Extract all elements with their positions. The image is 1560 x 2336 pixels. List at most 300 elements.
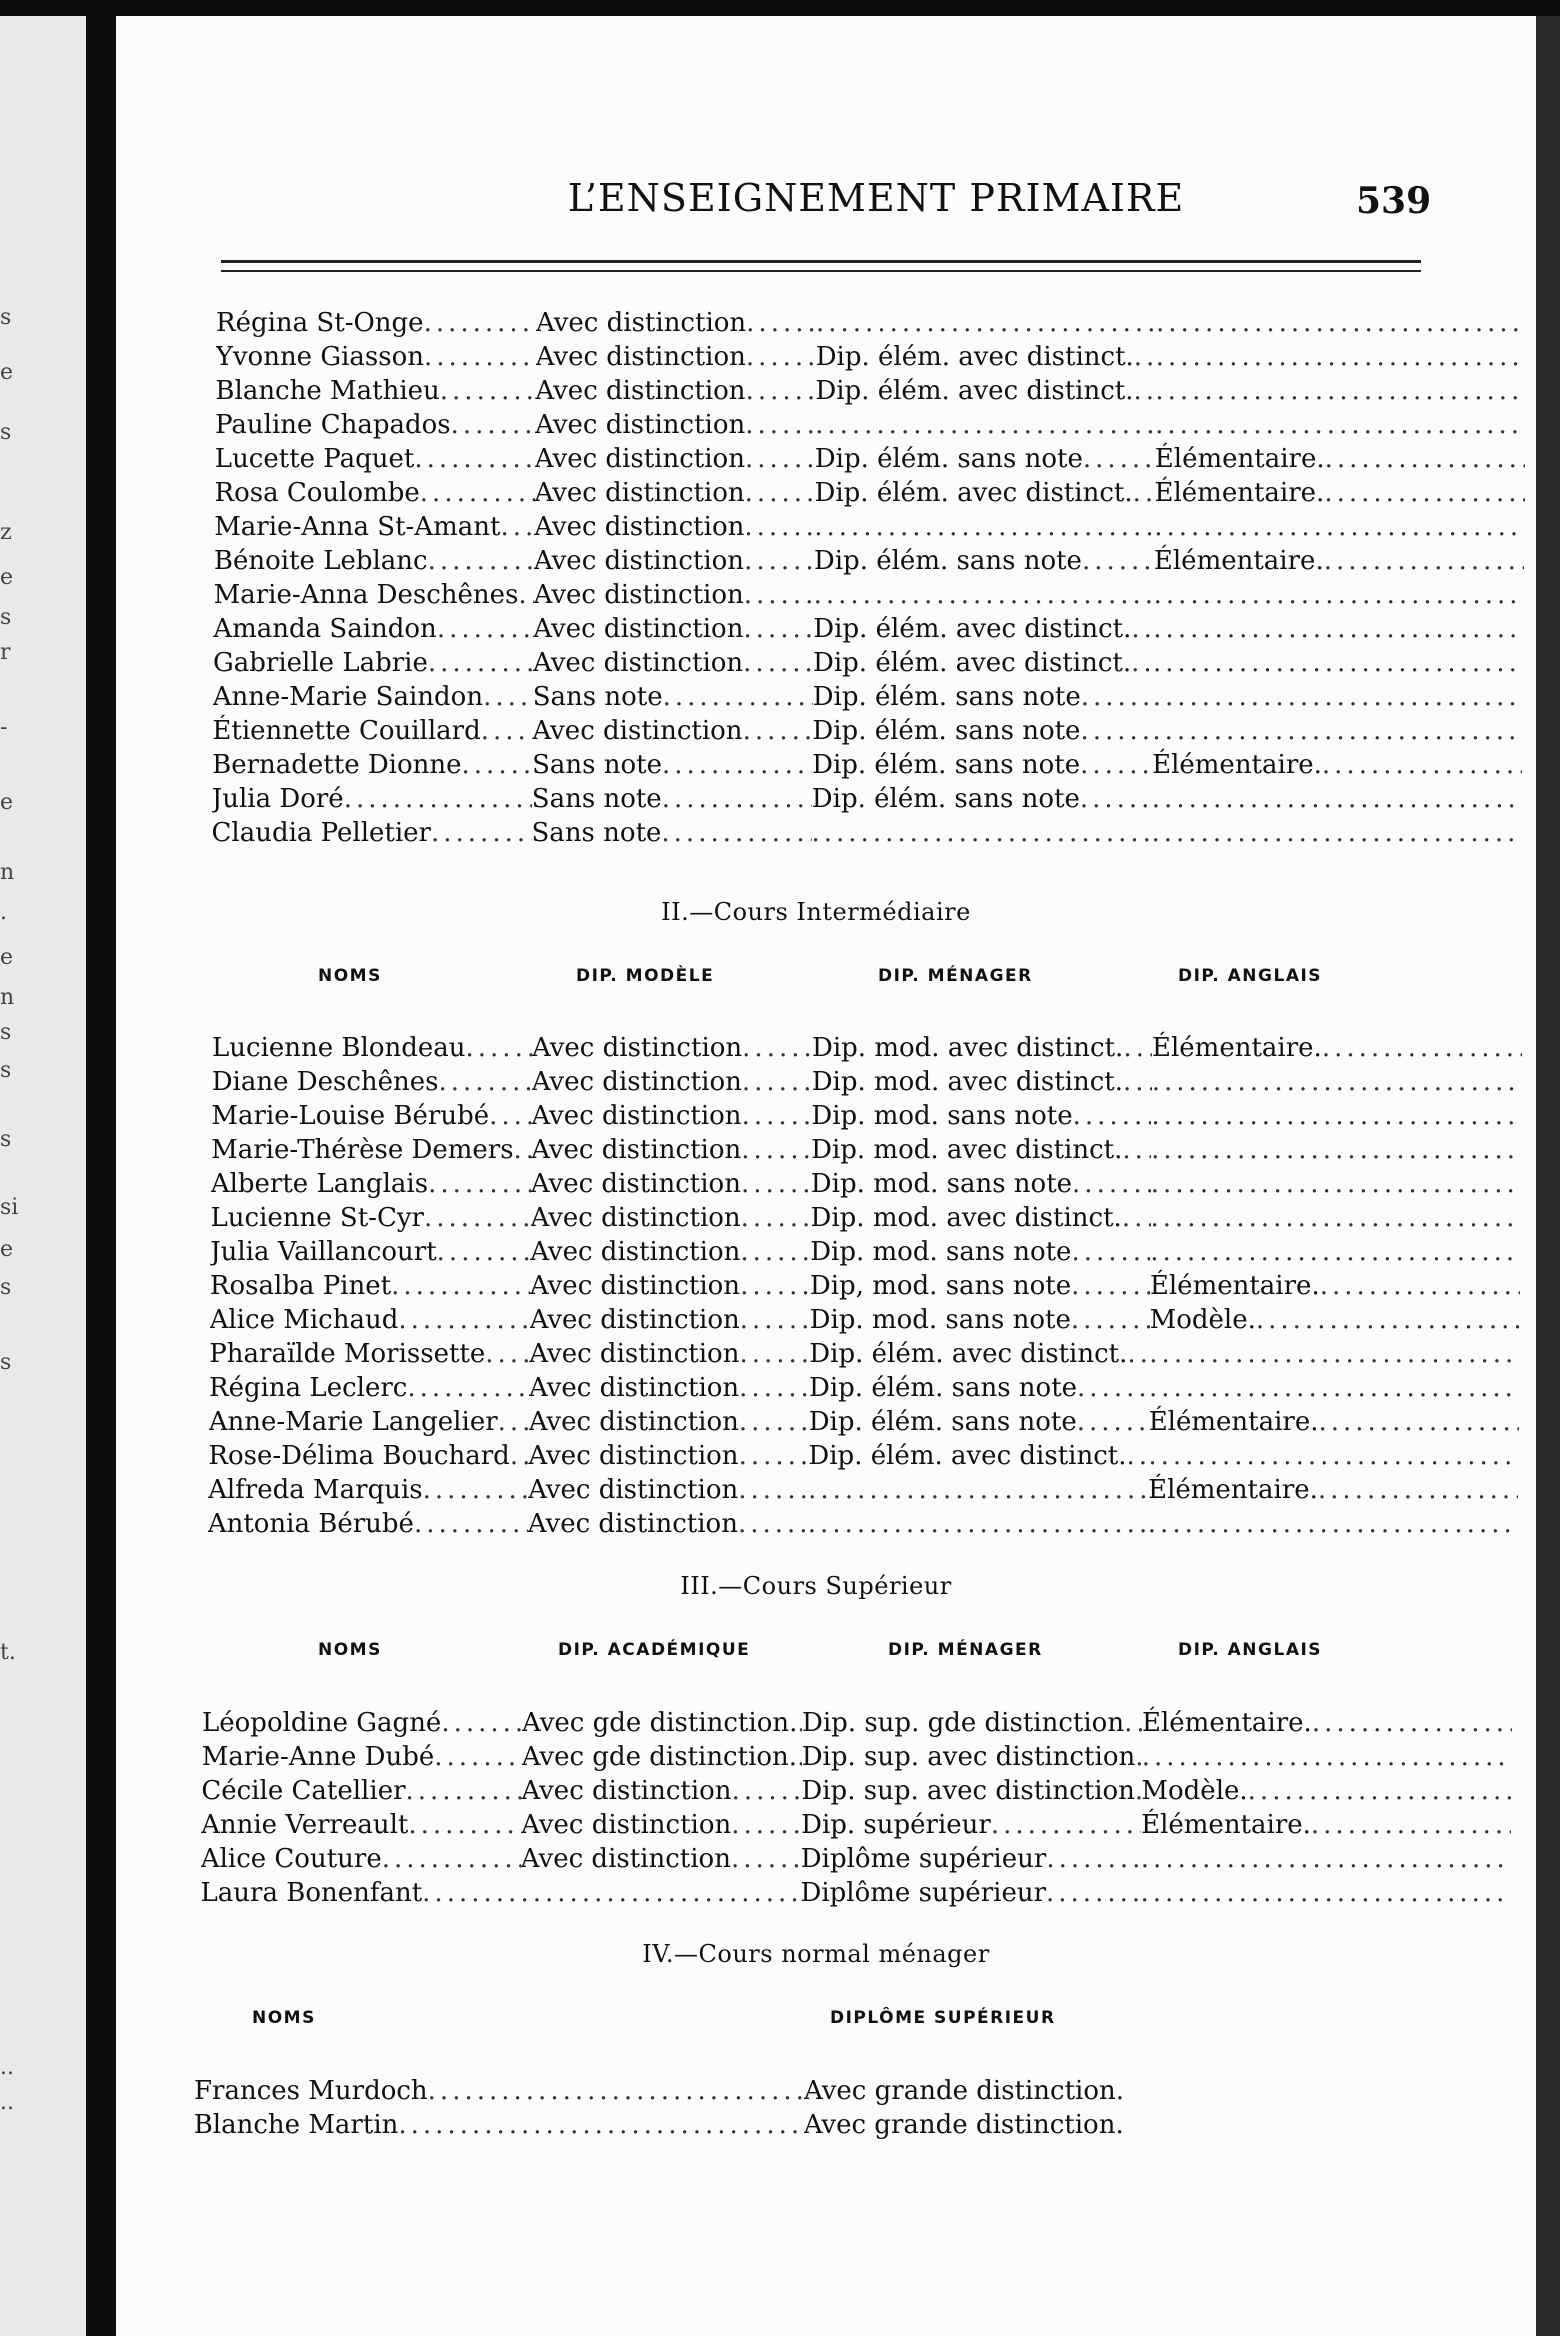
cell-col-4 [1152, 1065, 1522, 1099]
leader-dots [408, 1808, 521, 1842]
cell-text: Dip, mod. sans note [809, 1271, 1072, 1301]
cell-col-2 [532, 782, 812, 816]
cell-col-4 [1149, 1371, 1519, 1405]
cell-text: Élémentaire. [1154, 478, 1325, 508]
leader-dots [437, 1235, 531, 1269]
cell-col-2 [528, 1473, 808, 1507]
leader-dots [440, 374, 536, 408]
cell-col-2 [533, 680, 813, 714]
leader-dots [1322, 1031, 1522, 1065]
cell-col-4 [1152, 714, 1522, 748]
leader-dots [740, 1235, 810, 1269]
margin-mark: s [0, 1350, 12, 1375]
leader-dots [814, 510, 1154, 544]
cell-text: Sans note [532, 750, 662, 780]
leader-dots [744, 544, 814, 578]
cell-text: Avec distinction [531, 1101, 742, 1131]
cell-text: Marie-Anna Deschênes [213, 580, 519, 610]
cell-text: Dip. élém. sans note [812, 716, 1081, 746]
cell-text: Avec distinction [531, 1135, 742, 1165]
leader-dots [742, 1099, 812, 1133]
cell-text: Élémentaire. [1153, 546, 1324, 576]
section-2-title: II.—Cours Intermédiaire [661, 898, 971, 926]
cell-text: Dip. sup. avec distinction [801, 1742, 1136, 1772]
cell-text: Dip. mod. avec distinct. [811, 1135, 1123, 1165]
leader-dots [437, 612, 533, 646]
margin-mark: z [0, 520, 12, 545]
table-row [215, 442, 1525, 476]
leader-dots [1153, 680, 1523, 714]
leader-dots [741, 1133, 811, 1167]
cell-text: Avec distinction [536, 308, 747, 338]
leader-dots [662, 748, 812, 782]
cell-col-2 [536, 340, 816, 374]
leader-dots [743, 714, 813, 748]
margin-mark: . [0, 900, 7, 925]
cell-col-4 [1155, 408, 1525, 442]
cell-col-2 [531, 1133, 811, 1167]
leader-dots [738, 1507, 808, 1541]
cell-col-4 [1154, 578, 1524, 612]
cell-text: Avec distinction [529, 1305, 740, 1335]
cell-text: Dip. mod. sans note [811, 1101, 1073, 1131]
leader-dots [1318, 1473, 1518, 1507]
leader-dots [1152, 714, 1522, 748]
cell-col-3 [814, 510, 1154, 544]
table-row [208, 1507, 1518, 1541]
cell-col-4 [1141, 1774, 1511, 1808]
cell-text: Élémentaire. [1152, 750, 1322, 780]
cell-col-2 [530, 1235, 810, 1269]
cell-text: Modèle. [1141, 1776, 1248, 1806]
cell-col-4 [1153, 680, 1523, 714]
column-header: DIP. MODÈLE [576, 966, 715, 986]
cell-text: Modèle. [1149, 1305, 1256, 1335]
leader-dots [439, 1065, 532, 1099]
leader-dots [744, 510, 814, 544]
cell-col-3 [813, 646, 1153, 680]
cell-col-4 [1141, 1876, 1511, 1910]
cell-col-2 [532, 1031, 812, 1065]
cell-text: Dip. élém. avec distinct. [809, 1339, 1128, 1369]
cell-text: Dip. mod. avec distinct. [810, 1203, 1122, 1233]
table-row [201, 1842, 1511, 1876]
cell-col-1 [209, 1405, 529, 1439]
leader-dots [1256, 1303, 1520, 1337]
cell-text: Sans note [531, 818, 662, 848]
cell-text: Dip. mod. avec distinct. [812, 1033, 1124, 1063]
cell-col-1 [194, 2108, 804, 2142]
leader-dots [746, 340, 816, 374]
leader-dots [1141, 1876, 1511, 1910]
cell-text: Élémentaire. [1141, 1810, 1311, 1840]
leader-dots [745, 442, 815, 476]
leader-dots [1148, 1439, 1518, 1473]
leader-dots [1320, 1269, 1520, 1303]
cell-text: Avec distinction [530, 1203, 741, 1233]
table-row [213, 680, 1523, 714]
table-row [216, 340, 1526, 374]
cell-col-4 [1141, 1808, 1511, 1842]
cell-col-4 [1155, 476, 1525, 510]
leader-dots [1046, 1876, 1140, 1910]
leader-dots [398, 2108, 803, 2142]
margin-mark: r [0, 640, 11, 665]
leader-dots [1126, 1439, 1148, 1473]
column-header: DIP. MÉNAGER [888, 1640, 1043, 1660]
table-row [201, 1774, 1511, 1808]
margin-mark: s [0, 420, 12, 445]
cell-text: Avec distinction [533, 580, 744, 610]
cell-text: Élémentaire. [1154, 444, 1325, 474]
cell-col-1 [211, 1099, 531, 1133]
cell-col-2 [804, 2074, 1194, 2108]
leader-dots [808, 1507, 1148, 1541]
cell-col-2 [534, 578, 814, 612]
cell-col-3 [812, 748, 1152, 782]
cell-col-2 [533, 646, 813, 680]
cell-col-2 [531, 1167, 811, 1201]
table-row [214, 510, 1524, 544]
table-row [209, 1405, 1519, 1439]
cell-col-2 [528, 1439, 808, 1473]
leader-dots [434, 1740, 521, 1774]
cell-text: Avec distinction [533, 614, 744, 644]
leader-dots [1072, 1167, 1151, 1201]
leader-dots [1324, 544, 1524, 578]
cell-col-4 [1152, 748, 1522, 782]
column-header: NOMS [318, 966, 382, 986]
cell-text: Avec distinction [520, 1844, 731, 1874]
leader-dots [1149, 1337, 1519, 1371]
cell-col-3 [801, 1842, 1141, 1876]
cell-col-1 [215, 408, 535, 442]
leader-dots [740, 1269, 810, 1303]
table-row [211, 1133, 1521, 1167]
leader-dots [1077, 1371, 1149, 1405]
leader-dots [1080, 748, 1152, 782]
leader-dots [816, 306, 1156, 340]
leader-dots [431, 816, 532, 850]
leader-dots [1071, 1235, 1150, 1269]
cell-text: Dip. élém. sans note [812, 682, 1081, 712]
cell-col-1 [212, 714, 532, 748]
cell-text: Laura Bonenfant [200, 1878, 423, 1908]
cell-col-4 [1151, 1133, 1521, 1167]
leader-dots [498, 1405, 529, 1439]
cell-text: Dip. mod. sans note [810, 1169, 1073, 1199]
cell-text: Bernadette Dionne [212, 750, 462, 780]
cell-text: Alice Michaud [209, 1305, 399, 1335]
cell-col-3 [813, 680, 1153, 714]
cell-text: Avec distinction [530, 1237, 741, 1267]
leader-dots [1153, 646, 1523, 680]
cell-text: Avec distinction [535, 376, 746, 406]
table-row [214, 578, 1524, 612]
cell-text: Antonia Bérubé [207, 1509, 414, 1539]
leader-dots [1071, 1269, 1150, 1303]
cell-col-4 [1152, 816, 1522, 850]
cell-col-2 [536, 306, 816, 340]
leader-dots [745, 476, 815, 510]
cell-col-4 [1141, 1842, 1511, 1876]
cell-col-3 [812, 714, 1152, 748]
cell-text: Alfreda Marquis [208, 1475, 423, 1505]
cell-text: Rose-Délima Bouchard [208, 1441, 510, 1471]
cell-text: Gabrielle Labrie [213, 648, 428, 678]
cell-text: Blanche Martin [193, 2110, 399, 2140]
cell-text: Sans note [531, 784, 662, 814]
column-header: DIP. ANGLAIS [1178, 1640, 1323, 1660]
table-row [213, 612, 1523, 646]
cell-text: Avec distinction [532, 1033, 743, 1063]
leader-dots [738, 1473, 808, 1507]
column-header: NOMS [318, 1640, 382, 1660]
cell-col-4 [1155, 374, 1525, 408]
leader-dots [739, 1405, 809, 1439]
table-row [208, 1473, 1518, 1507]
leader-dots [1082, 544, 1154, 578]
leader-dots [1156, 306, 1526, 340]
cell-col-2 [532, 816, 812, 850]
cell-col-3 [810, 1303, 1150, 1337]
cell-col-4 [1142, 1706, 1512, 1740]
cell-col-4 [1151, 1167, 1521, 1201]
cell-text: Dip. élém. avec distinct. [815, 342, 1134, 372]
cell-col-3 [810, 1235, 1150, 1269]
cell-col-3 [813, 612, 1153, 646]
cell-col-1 [214, 544, 534, 578]
cell-col-2 [521, 1876, 801, 1910]
leader-dots [466, 1031, 532, 1065]
margin-mark: si [0, 1195, 19, 1220]
cell-col-1 [208, 1439, 528, 1473]
cell-text: Rosalba Pinet [209, 1271, 392, 1301]
cell-text: Avec distinction [521, 1810, 732, 1840]
leader-dots [483, 680, 533, 714]
cell-col-3 [808, 1473, 1148, 1507]
leader-dots [1151, 1133, 1521, 1167]
leader-dots [814, 578, 1154, 612]
cell-text: Élémentaire. [1142, 1708, 1312, 1738]
cell-col-4 [1148, 1473, 1518, 1507]
cell-col-2 [532, 714, 812, 748]
cell-col-1 [194, 2074, 804, 2108]
leader-dots [1312, 1706, 1512, 1740]
cell-text: Avec gde distinction. [522, 1708, 798, 1738]
cell-text: Élémentaire. [1148, 1475, 1318, 1505]
column-header: DIPLÔME SUPÉRIEUR [830, 2008, 1056, 2028]
leader-dots [742, 1065, 812, 1099]
cell-text: Avec distinction [528, 1441, 739, 1471]
cell-text: Pauline Chapados [215, 410, 451, 440]
table-row [212, 1065, 1522, 1099]
cell-text: Dip. élém. avec distinct. [808, 1441, 1127, 1471]
cell-col-4 [1151, 1099, 1521, 1133]
table-row [210, 1303, 1520, 1337]
leader-dots [663, 680, 813, 714]
cell-col-2 [521, 1774, 801, 1808]
leader-dots [991, 1808, 1141, 1842]
cell-col-2 [534, 510, 814, 544]
cell-text: Régina St-Onge [216, 308, 424, 338]
leader-dots [743, 612, 813, 646]
cell-col-1 [213, 680, 533, 714]
column-header: DIP. ACADÉMIQUE [558, 1640, 751, 1660]
cell-text: Lucette Paquet [214, 444, 415, 474]
cell-text: Rosa Coulombe [214, 478, 420, 508]
cell-text: Yvonne Giasson [215, 342, 425, 372]
cell-col-3 [801, 1774, 1141, 1808]
cell-text: Sans note [532, 682, 663, 712]
margin-mark: .. [0, 2055, 14, 2080]
cell-text: Dip. élém. avec distinct. [815, 376, 1134, 406]
leader-dots [1123, 1065, 1152, 1099]
cell-col-3 [808, 1507, 1148, 1541]
leader-dots [1046, 1842, 1140, 1876]
leader-dots [1127, 1337, 1149, 1371]
table-row [194, 2074, 1194, 2108]
leader-dots [1122, 1201, 1151, 1235]
cell-text: Julia Vaillancourt [210, 1237, 437, 1267]
leader-dots [1156, 340, 1526, 374]
cell-text: Léopoldine Gagné [202, 1708, 442, 1738]
cell-col-1 [213, 646, 533, 680]
leader-dots [481, 714, 533, 748]
leader-dots [1154, 578, 1524, 612]
leader-dots [1325, 442, 1525, 476]
header-rule [221, 260, 1421, 263]
leader-dots [500, 510, 534, 544]
leader-dots [1080, 782, 1152, 816]
cell-text: Étiennette Couillard [212, 716, 481, 746]
cell-col-1 [216, 306, 536, 340]
leader-dots [1324, 476, 1524, 510]
cell-col-3 [815, 408, 1155, 442]
cell-col-3 [801, 1876, 1141, 1910]
leader-dots [424, 340, 536, 374]
leader-dots [1152, 816, 1522, 850]
cell-col-2 [529, 1371, 809, 1405]
cell-text: Avec distinction [532, 716, 743, 746]
leader-dots [1151, 1099, 1521, 1133]
cell-text: Lucienne Blondeau [212, 1033, 466, 1063]
leader-dots [1123, 1031, 1152, 1065]
column-header: DIP. ANGLAIS [1178, 966, 1323, 986]
leader-dots [1141, 1842, 1511, 1876]
table-row [209, 1337, 1519, 1371]
cell-text: Anne-Marie Langelier [208, 1407, 498, 1437]
leader-dots [489, 1099, 531, 1133]
cell-text: Marie-Anne Dubé [201, 1742, 435, 1772]
margin-mark: s [0, 1058, 12, 1083]
cell-col-1 [210, 1269, 530, 1303]
leader-dots [1155, 408, 1525, 442]
cell-col-4 [1156, 340, 1526, 374]
leader-dots [1122, 1133, 1151, 1167]
leader-dots [391, 1269, 530, 1303]
cell-col-4 [1153, 646, 1523, 680]
table-row [202, 1706, 1512, 1740]
cell-col-3 [811, 1099, 1151, 1133]
leader-dots [744, 578, 814, 612]
cell-col-4 [1150, 1269, 1520, 1303]
cell-text: Marie-Anna St-Amant [214, 512, 501, 542]
margin-mark: e [0, 360, 14, 385]
leader-dots [1073, 1099, 1152, 1133]
table-row [208, 1439, 1518, 1473]
cell-col-3 [809, 1405, 1149, 1439]
table-row [215, 408, 1525, 442]
cell-text: Annie Verreault [201, 1810, 409, 1840]
cell-col-2 [534, 544, 814, 578]
cell-text: Julia Doré [211, 784, 344, 814]
table-row [212, 748, 1522, 782]
cell-col-1 [201, 1876, 521, 1910]
leader-dots [1134, 340, 1156, 374]
leader-dots [1322, 748, 1522, 782]
leader-dots [1083, 442, 1155, 476]
margin-mark: s [0, 1127, 12, 1152]
cell-text: Dip. élém. sans note [812, 750, 1081, 780]
table-row [201, 1876, 1511, 1910]
cell-col-1 [216, 340, 536, 374]
cell-col-3 [816, 340, 1156, 374]
cell-text: Claudia Pelletier [211, 818, 431, 848]
leader-dots [1131, 612, 1153, 646]
cell-col-1 [208, 1473, 528, 1507]
leader-dots [428, 1167, 531, 1201]
leader-dots [414, 1507, 528, 1541]
cell-text: Dip. mod. avec distinct. [811, 1067, 1123, 1097]
cell-text: Cécile Catellier [201, 1776, 406, 1806]
cell-col-1 [210, 1303, 530, 1337]
cell-col-2 [531, 1201, 811, 1235]
table-row [209, 1371, 1519, 1405]
cell-text: Avec distinction [528, 1475, 739, 1505]
cell-text: Bénoite Leblanc [213, 546, 428, 576]
page-binding [86, 0, 116, 2336]
cell-text: Alice Couture [200, 1844, 382, 1874]
leader-dots [485, 1337, 529, 1371]
leader-dots [740, 1303, 810, 1337]
cell-text: Avec distinction [531, 1067, 742, 1097]
cell-col-3 [815, 442, 1155, 476]
cell-text: Élémentaire. [1149, 1271, 1320, 1301]
leader-dots [812, 816, 1152, 850]
leader-dots [406, 1774, 522, 1808]
cell-text: Alberte Langlais [210, 1169, 429, 1199]
cell-col-2 [535, 408, 815, 442]
table-row [215, 476, 1525, 510]
table-row [212, 782, 1522, 816]
leader-dots [739, 1439, 809, 1473]
cell-text: Avec distinction [529, 1373, 740, 1403]
leader-dots [518, 578, 533, 612]
cell-col-4 [1154, 544, 1524, 578]
cell-col-1 [209, 1337, 529, 1371]
cell-col-4 [1152, 1031, 1522, 1065]
leader-dots [732, 1774, 802, 1808]
cell-text: Diane Deschênes [211, 1067, 439, 1097]
cell-text: Avec distinction [528, 1407, 739, 1437]
margin-mark: e [0, 565, 14, 590]
cell-text: Avec distinction [535, 342, 746, 372]
top-border [0, 0, 1560, 16]
cell-text: Diplôme supérieur [800, 1844, 1047, 1874]
leader-dots [746, 306, 816, 340]
cell-col-4 [1150, 1235, 1520, 1269]
